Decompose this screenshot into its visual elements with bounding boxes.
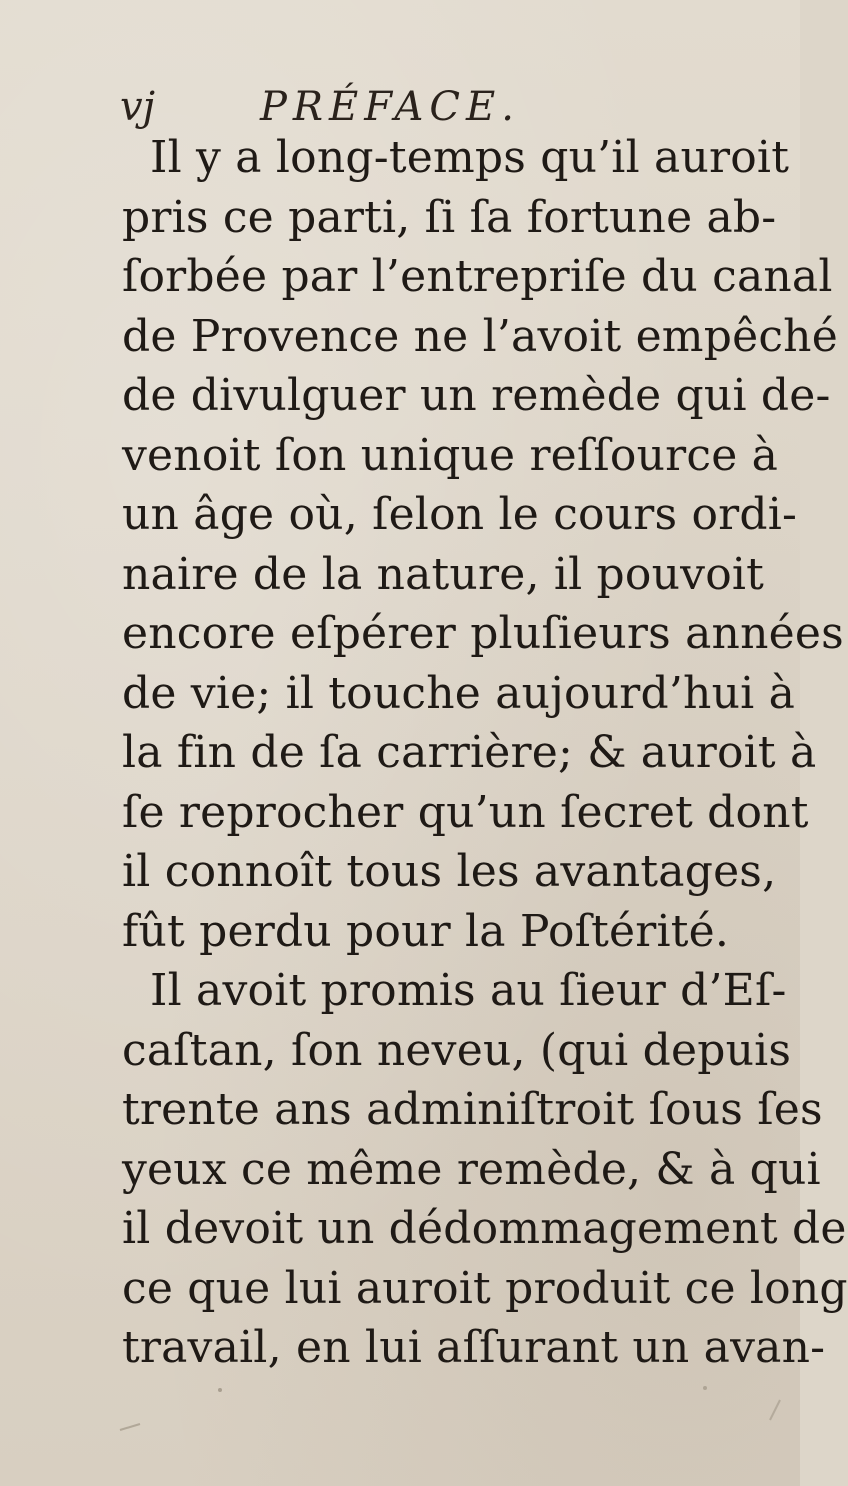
text-line: Il y a long-temps qu’il auroit [150, 132, 790, 183]
body-text [122, 128, 848, 1373]
text-line: ce que lui auroit produit ce long [122, 1262, 848, 1314]
text-line: naire de la nature, il pouvoit [122, 548, 765, 600]
text-line: de vie; il touche aujourd’hui à [122, 667, 796, 719]
running-head [120, 82, 720, 132]
text-line: il connoît tous les avantages, [122, 846, 777, 897]
text-line: ſorbée par l’entrepriſe du canal [122, 251, 833, 302]
paper-blemishes [0, 1380, 800, 1486]
page-number: vj [120, 84, 155, 130]
text-line: ſe reprocher qu’un ſecret dont [122, 786, 809, 838]
text-line: il devoit un dédommagement de [122, 1203, 847, 1254]
text-line: caſtan, ſon neveu, (qui depuis [122, 1024, 792, 1076]
text-line: de Provence ne l’avoit empêché [122, 310, 838, 362]
running-title: PRÉFACE. [260, 84, 520, 130]
text-line: trente ans adminiſtroit ſous ſes [122, 1084, 823, 1135]
text-line: pris ce parti, ſi ſa fortune ab- [122, 191, 777, 243]
text-line: travail, en lui aſſurant un avan- [122, 1322, 826, 1373]
text-line: Il avoit promis au ſieur d’Eſ- [150, 965, 787, 1016]
text-line: fût perdu pour la Poſtérité. [122, 905, 730, 957]
text-line: de divulguer un remède qui de- [122, 370, 831, 421]
text-line: un âge où, ſelon le cours ordi- [122, 489, 798, 540]
text-line: venoit ſon unique reſſource à [122, 429, 779, 481]
text-line: encore eſpérer pluſieurs années [122, 608, 844, 659]
text-line: yeux ce même remède, & à qui [122, 1143, 821, 1195]
text-line: la fin de ſa carrière; & auroit à [122, 727, 817, 778]
